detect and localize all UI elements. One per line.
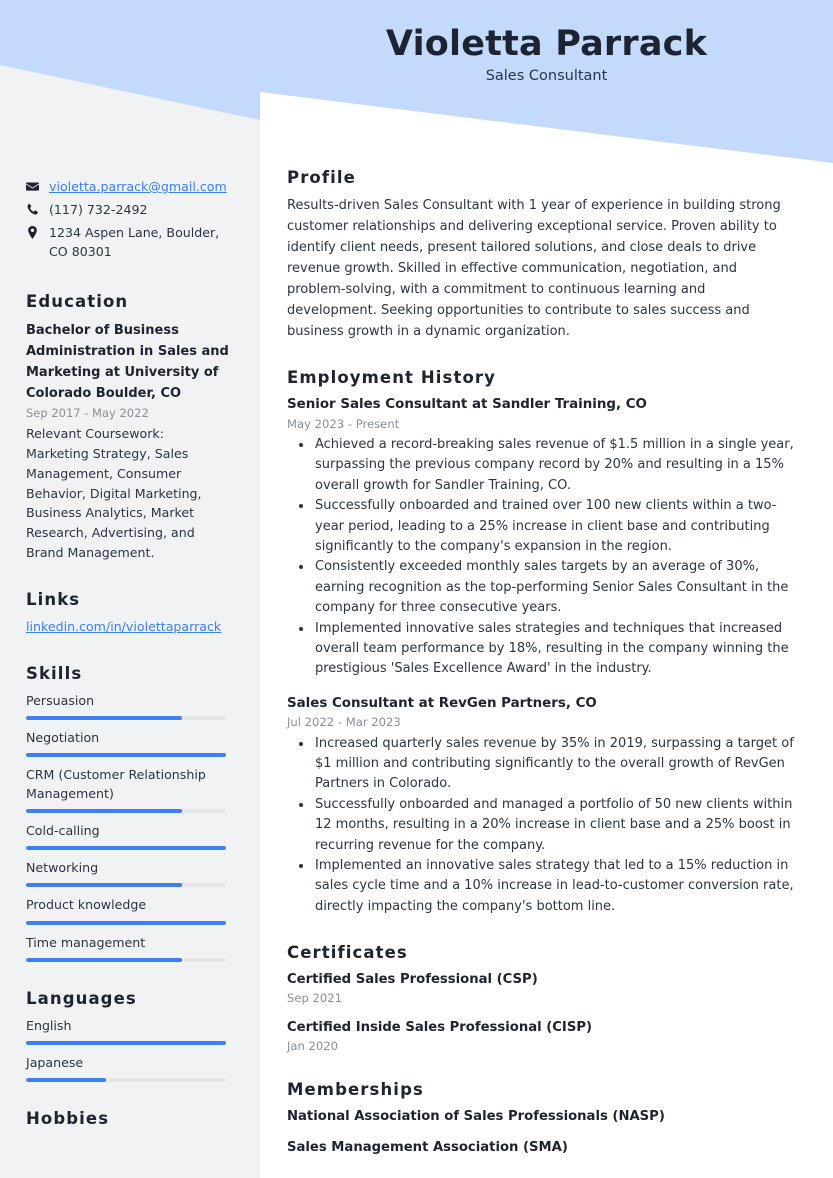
employment-section [287,368,799,917]
job-bullet: • Successfully onboarded and trained over 100 new clients within a two-year period, leading to a 25% increase in client base and contributing significantly to the company's expansion in the region. [313,496,799,557]
skill-label: Persuasion [26,692,95,708]
envelope-icon [26,178,49,193]
skill-level-track [26,809,226,813]
memberships-heading: Memberships [287,1079,424,1099]
job-entry [287,694,799,917]
languages-heading: Languages [26,988,137,1008]
main-content [260,0,833,1178]
job-bullet: • Achieved a record-breaking sales revenue of $1.5 million in a single year, surpassing the previous company record by 20% and resulting in a 15% overall growth for Sandler Training, CO. [313,435,799,496]
skill-label: Negotiation [26,730,100,746]
language-label: English [26,1017,72,1033]
contact-phone [26,201,230,220]
languages-section [26,989,230,1083]
skill-level-track [26,716,226,720]
skill-level-fill [26,883,182,887]
job-bullet: • Increased quarterly sales revenue by 35% in 2019, surpassing a target of $1 million and contributing significantly to the overall growth of RevGen Partners in Colorado. [313,734,799,795]
skill-label: CRM (Customer Relationship Management) [26,767,206,801]
contact-email-text [49,178,230,197]
job-bullet-list [287,435,799,680]
certificates-heading: Certificates [287,943,408,963]
skill-level-fill [26,809,182,813]
skill-level-track [26,883,226,887]
skill-level-fill [26,716,182,720]
skills-heading: Skills [26,663,83,683]
certificate-entry [287,970,799,1006]
education-heading: Education [26,291,129,311]
skill-label: Cold-calling [26,822,100,838]
profile-section [287,168,799,342]
job-title: Senior Sales Consultant at Sandler Training, CO [287,397,647,413]
job-bullet: • Successfully onboarded and managed a portfolio of 50 new clients within 12 months, resulting in a 20% increase in client base and a 25% boost in recurring revenue for the company. [313,795,799,856]
contact-address-text: 1234 Aspen Lane, Boulder, CO 80301 [49,224,220,259]
certificate-entry [287,1018,799,1054]
skill-level-fill [26,753,226,757]
job-bullet: • Implemented innovative sales strategies and techniques that increased overall team performance by 18%, resulting in the company winning the prestigious 'Sales Excellence Award' in the industry. [313,619,799,680]
education-date: Sep 2017 - May 2022 [26,405,149,420]
language-item [26,1054,230,1082]
hobbies-heading: Hobbies [26,1109,110,1129]
certificate-title: Certified Sales Professional (CSP) [287,972,538,988]
profile-text: Results-driven Sales Consultant with 1 year of experience in building strong customer relationships and delivering exceptional service. Proven ability to identify client needs, present tailored solutions, and close deals to drive revenue growth. Skilled in effective communication, negotiation, and problem-solving, with a commitment to continuous learning and development. Seeking opportunities to contribute to sales success and business growth in a dynamic organization. [287,198,781,340]
skill-label: Product knowledge [26,897,147,913]
language-label: Japanese [26,1055,84,1071]
membership-entry: Sales Management Association (SMA) [287,1140,568,1156]
links-heading: Links [26,590,81,610]
skill-level-track [26,921,226,925]
contact-phone-text: (117) 732-2492 [49,201,148,217]
skills-section [26,664,230,962]
skill-item [26,766,230,813]
skill-level-fill [26,958,182,962]
links-section [26,590,230,637]
membership-entry: National Association of Sales Professionals (NASP) [287,1108,665,1124]
education-description: Relevant Coursework: Marketing Strategy, Sales Management, Consumer Behavior, Digital Marketing, Business Analytics, Market Research, Advertising, and Brand Management. [26,425,202,561]
certificate-title: Certified Inside Sales Professional (CISP) [287,1019,593,1035]
employment-heading: Employment History [287,368,496,388]
language-level-track [26,1041,226,1045]
education-section [26,292,230,564]
contact-list [26,178,230,262]
location-pin-icon [26,224,49,239]
contact-email [26,178,230,197]
skill-item [26,896,230,924]
phone-icon [26,201,49,216]
skill-label: Time management [26,934,146,950]
linkedin-link[interactable]: linkedin.com/in/violettaparrack [26,619,222,635]
profile-heading: Profile [287,168,356,187]
language-level-fill [26,1078,106,1082]
certificate-date: Jan 2020 [287,1038,339,1053]
email-link[interactable]: violetta.parrack@gmail.com [49,179,227,194]
certificate-date: Sep 2021 [287,991,343,1006]
contact-address [26,224,230,262]
language-item [26,1017,230,1045]
skill-level-fill [26,846,226,850]
job-bullet: • Consistently exceeded monthly sales targets by an average of 30%, earning recognition as the top-performing Senior Sales Consultant in the company for three consecutive years. [313,557,799,618]
language-level-track [26,1078,226,1082]
candidate-name: Violetta Parrack [385,24,708,64]
candidate-job-title: Sales Consultant [485,68,608,85]
memberships-section [287,1080,799,1157]
skill-label: Networking [26,860,99,876]
job-bullet: • Implemented an innovative sales strategy that led to a 15% reduction in sales cycle time and a 10% increase in lead-to-customer conversion rate, directly impacting the company's bottom line. [313,856,799,917]
skill-item [26,822,230,850]
skill-level-track [26,753,226,757]
skill-level-fill [26,921,226,925]
job-date: Jul 2022 - Mar 2023 [287,715,401,730]
education-degree: Bachelor of Business Administration in Sales and Marketing at University of Colorado Boulder, CO [26,322,229,401]
job-title: Sales Consultant at RevGen Partners, CO [287,695,597,711]
skill-level-track [26,958,226,962]
language-level-fill [26,1041,226,1045]
certificates-section [287,943,799,1054]
skill-item [26,859,230,887]
skill-item [26,934,230,962]
sidebar-content [0,0,260,1155]
job-entry [287,395,799,680]
skill-item [26,692,230,720]
skill-item [26,729,230,757]
hobbies-section [26,1109,230,1128]
job-bullet-list [287,734,799,918]
job-date: May 2023 - Present [287,416,400,431]
link-item [26,618,230,637]
skill-level-track [26,846,226,850]
